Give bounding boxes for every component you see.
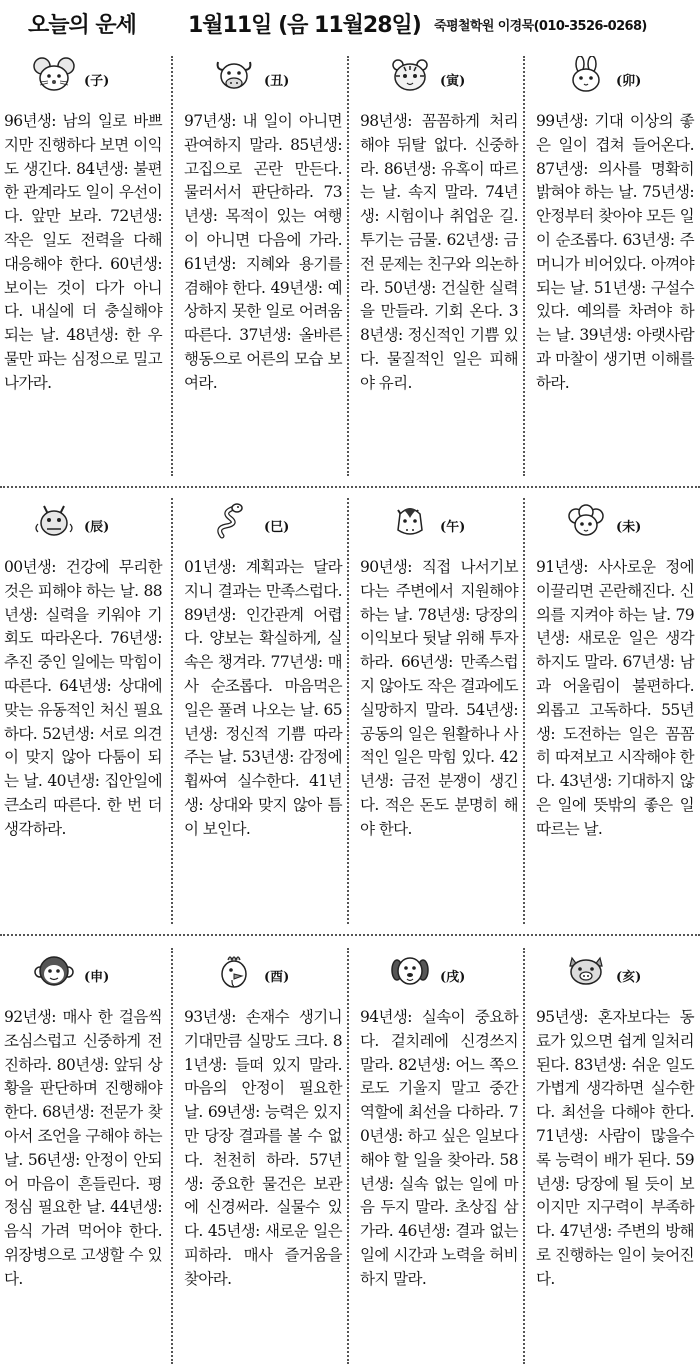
row-divider: [0, 486, 700, 488]
zodiac-cell-pig: [536, 952, 694, 1292]
zodiac-hanja: (亥): [616, 970, 642, 985]
column-divider: [347, 498, 349, 924]
fortune-text: 97년생: 내 일이 아니면 관여하지 말라. 85년생: 고집으로 곤란 만든다. 물러서서 판단하라. 73년생: 목적이 있는 여행이 아니면 다음에 가라. 61년생: 지혜와 용기를 겸해야 한다. 49년생: 예상하지 못한 일로 어려움 따른다. 37년생: 올바른 행동으로 어른의 모습 보여라.: [184, 112, 342, 392]
zodiac-cell-rooster: [184, 952, 342, 1292]
fortune-text: 98년생: 꼼꼼하게 처리해야 뒤탈 없다. 신중하라. 86년생: 유혹이 따르는 날. 속지 말라. 74년생: 시험이나 취업운 길. 투기는 금물. 62년생: 금전 문제는 친구와 의논하라. 50년생: 건실한 실력을 만들라. 기회 온다. 38년생: 정신적인 기쁨 있다. 물질적인 일은 피해야 유리.: [360, 112, 518, 392]
zodiac-hanja: (申): [84, 970, 110, 985]
monkey-icon: [32, 952, 76, 990]
column-divider: [523, 948, 525, 1364]
fortune-text: 94년생: 실속이 중요하다. 겉치레에 신경쓰지 말라. 82년생: 어느 쪽으로도 기울지 말고 중간 역할에 최선을 다하라. 70년생: 하고 싶은 일보다 해야 할 일을 찾아라. 58년생: 실속 없는 일에 마음 두지 말라. 초상집 삼가라. 46년생: 결과 없는 일에 시간과 노력을 허비하지 말라.: [360, 1008, 518, 1288]
zodiac-hanja: (寅): [440, 74, 466, 89]
zodiac-cell-snake: [184, 502, 342, 842]
fortune-text: 99년생: 기대 이상의 좋은 일이 겹쳐 들어온다. 87년생: 의사를 명확히 밝혀야 하는 날. 75년생: 안정부터 찾아야 모든 일이 순조롭다. 63년생: 주머니가 비어있다. 아껴야 되는 날. 51년생: 구설수 있다. 예의를 차려야 하는 날. 39년생: 아랫사람과 마찰이 생기면 이해를 하라.: [536, 112, 694, 392]
fortune-text: 91년생: 사사로운 정에 이끌리면 곤란해진다. 신의를 지켜야 하는 날. 79년생: 새로운 일은 생각하지도 말라. 67년생: 남과 어울림이 불편하다. 외롭고 고독하다. 55년생: 도전하는 일은 꼼꼼히 따져보고 시작해야 한다. 43년생: 기대하지 않은 일에 뜻밖의 좋은 일 따르는 날.: [536, 558, 694, 838]
zodiac-hanja: (子): [84, 74, 110, 89]
cell-header: [360, 952, 518, 992]
column-divider: [171, 498, 173, 924]
cell-header: [360, 56, 518, 96]
zodiac-cell-horse: [360, 502, 518, 842]
cell-header: [184, 502, 342, 542]
row-divider: [0, 934, 700, 936]
tiger-icon: [388, 56, 432, 94]
zodiac-hanja: (戌): [440, 970, 466, 985]
fortune-text: 01년생: 계획과는 달라지니 결과는 만족스럽다. 89년생: 인간관계 어렵다. 양보는 확실하게, 실속은 챙겨라. 77년생: 매사 순조롭다. 마음먹은 일은 풀려 나오는 날. 65년생: 정신적 기쁨 따라주는 날. 53년생: 감정에 휩싸여 실수한다. 41년생: 상대와 맞지 않아 틈이 보인다.: [184, 558, 342, 838]
page-title: 오늘의 운세: [28, 13, 136, 38]
column-divider: [523, 498, 525, 924]
snake-icon: [212, 502, 256, 540]
column-divider: [347, 56, 349, 476]
page-header: [0, 0, 700, 48]
cell-header: [4, 952, 162, 992]
cell-header: [360, 502, 518, 542]
horse-icon: [388, 502, 432, 540]
cell-header: [184, 952, 342, 992]
zodiac-cell-rat: [4, 56, 162, 396]
zodiac-hanja: (酉): [264, 970, 290, 985]
dragon-icon: [32, 502, 76, 540]
column-divider: [347, 948, 349, 1364]
zodiac-hanja: (辰): [84, 520, 110, 535]
sheep-icon: [564, 502, 608, 540]
zodiac-hanja: (巳): [264, 520, 290, 535]
cell-header: [4, 56, 162, 96]
author-contact: 죽평철학원 이경묵(010-3526-0268): [434, 19, 647, 34]
fortune-text: 93년생: 손재수 생기니 기대만큼 실망도 크다. 81년생: 들떠 있지 말라. 마음의 안정이 필요한 날. 69년생: 능력은 있지만 당장 결과를 볼 수 없다. 천천히 하라. 57년생: 중요한 물건은 보관에 신경써라. 실물수 있다. 45년생: 새로운 일은 피하라. 매사 즐거움을 찾아라.: [184, 1008, 342, 1288]
zodiac-cell-monkey: [4, 952, 162, 1292]
zodiac-hanja: (卯): [616, 74, 642, 89]
zodiac-cell-ox: [184, 56, 342, 396]
fortune-text: 90년생: 직접 나서기보다는 주변에서 지원해야 하는 날. 78년생: 당장의 이익보다 뒷날 위해 투자하라. 66년생: 만족스럽지 않아도 작은 결과에도 실망하지 말라. 54년생: 공동의 일은 원활하나 사적인 일은 막힘 있다. 42년생: 금전 분쟁이 생긴다. 적은 돈도 분명히 해야 한다.: [360, 558, 518, 838]
zodiac-hanja: (未): [616, 520, 642, 535]
pig-icon: [564, 952, 608, 990]
column-divider: [523, 56, 525, 476]
rat-icon: [32, 56, 76, 94]
rooster-icon: [212, 952, 256, 990]
ox-icon: [212, 56, 256, 94]
cell-header: [536, 502, 694, 542]
zodiac-cell-dog: [360, 952, 518, 1292]
cell-header: [536, 952, 694, 992]
zodiac-cell-sheep: [536, 502, 694, 842]
cell-header: [536, 56, 694, 96]
date-label: 1월11일 (음 11월28일): [188, 13, 421, 38]
column-divider: [171, 56, 173, 476]
fortune-text: 96년생: 남의 일로 바쁘지만 진행하다 보면 이익도 생긴다. 84년생: 불편한 관계라도 일이 우선이다. 앞만 보라. 72년생: 작은 일도 전력을 다해 대응해야 한다. 60년생: 보이는 것이 다가 아니다. 내실에 더 충실해야 되는 날. 48년생: 한 우물만 파는 심정으로 밀고 나가라.: [4, 112, 162, 392]
zodiac-hanja: (丑): [264, 74, 290, 89]
fortune-text: 00년생: 건강에 무리한 것은 피해야 하는 날. 88년생: 실력을 키워야 기회도 따라온다. 76년생: 추진 중인 일에는 막힘이 따른다. 64년생: 상대에 맞는 유동적인 처신 필요하다. 52년생: 서로 의견이 맞지 않아 다툼이 되는 날. 40년생: 집안일에 큰소리 따른다. 한 번 더 생각하라.: [4, 558, 162, 838]
rabbit-icon: [564, 56, 608, 94]
cell-header: [184, 56, 342, 96]
dog-icon: [388, 952, 432, 990]
zodiac-cell-rabbit: [536, 56, 694, 396]
cell-header: [4, 502, 162, 542]
zodiac-cell-tiger: [360, 56, 518, 396]
column-divider: [171, 948, 173, 1364]
zodiac-cell-dragon: [4, 502, 162, 842]
fortune-text: 95년생: 혼자보다는 동료가 있으면 쉽게 일처리 된다. 83년생: 쉬운 일도 가볍게 생각하면 실수한다. 최선을 다해야 한다. 71년생: 사람이 많을수록 능력이 배가 된다. 59년생: 당장에 될 듯이 보이지만 지구력이 부족하다. 47년생: 주변의 방해로 진행하는 일이 늦어진다.: [536, 1008, 694, 1288]
fortune-text: 92년생: 매사 한 걸음씩 조심스럽고 신중하게 전진하라. 80년생: 앞뒤 상황을 판단하며 진행해야 한다. 68년생: 전문가 찾아서 조언을 구해야 하는 날. 56년생: 안정이 안되어 마음이 흔들린다. 평정심 필요한 날. 44년생: 음식 가려 먹어야 한다. 위장병으로 고생할 수 있다.: [4, 1008, 162, 1288]
zodiac-hanja: (午): [440, 520, 466, 535]
